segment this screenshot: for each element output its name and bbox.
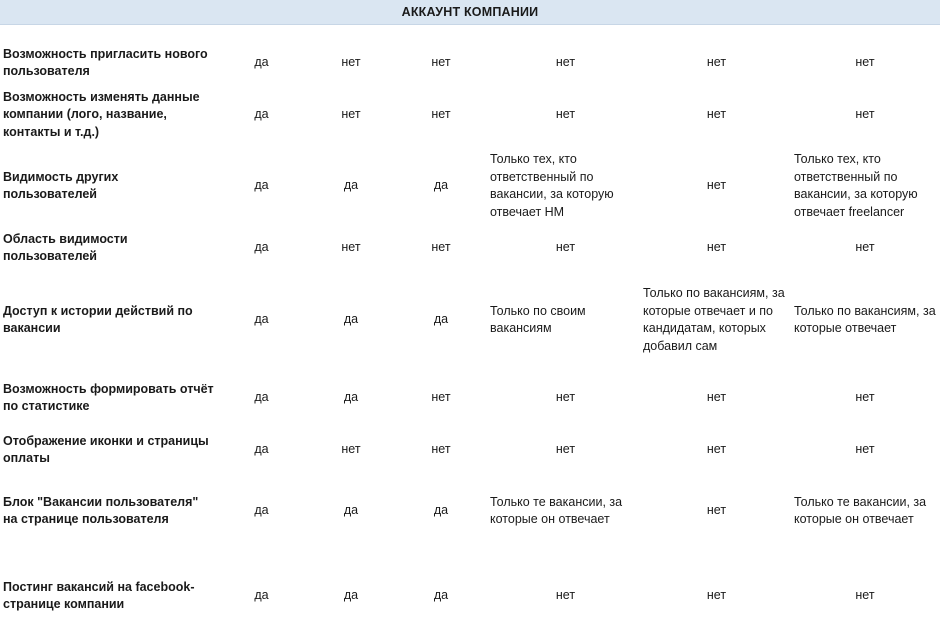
value-cell: да — [254, 107, 269, 122]
value-cell: да — [343, 390, 359, 405]
feature-cell: Доступ к истории действий по вакансии — [3, 303, 193, 335]
value-cell: нет — [855, 55, 875, 70]
value-cell: нет — [855, 390, 875, 405]
value-cell: нет — [341, 442, 361, 457]
value-cell: нет — [706, 240, 727, 255]
value-cell: Только по вакансиям, за которые отвечает и по кандидатам, которых добавил сам — [643, 286, 785, 353]
value-cell: нет — [855, 240, 875, 255]
feature-cell: Видимость других пользователей — [3, 169, 119, 201]
value-cell: да — [254, 390, 269, 405]
value-cell: нет — [341, 55, 361, 70]
table-row — [0, 86, 940, 144]
feature-cell: Постинг вакансий на facebook-странице компании — [3, 579, 195, 611]
value-cell: нет — [706, 588, 727, 603]
table-row — [0, 476, 940, 546]
value-cell: да — [433, 312, 449, 327]
table-row — [0, 268, 940, 372]
value-cell: нет — [706, 178, 727, 193]
value-cell: да — [433, 588, 449, 603]
value-cell: да — [254, 55, 269, 70]
value-cell: нет — [706, 107, 727, 122]
value-cell: Только тех, кто ответственный по вакансии, за которую отвечает freelancer — [794, 152, 918, 219]
section-title: АККАУНТ КОМПАНИИ — [0, 0, 940, 25]
value-cell: нет — [706, 503, 727, 518]
value-cell: да — [343, 588, 359, 603]
value-cell: нет — [431, 442, 451, 457]
value-cell: нет — [555, 107, 576, 122]
value-cell: да — [433, 178, 449, 193]
value-cell: нет — [855, 107, 875, 122]
value-cell: нет — [706, 442, 727, 457]
table-row — [0, 40, 940, 86]
table-row — [0, 424, 940, 476]
value-cell: Только те вакансии, за которые он отвечает — [490, 494, 623, 526]
value-cell: Только те вакансии, за которые он отвечает — [794, 494, 927, 526]
value-cell: да — [254, 178, 269, 193]
table-row — [0, 144, 940, 228]
value-cell: Только по своим вакансиям — [490, 303, 586, 335]
value-cell: нет — [555, 55, 576, 70]
value-cell: нет — [431, 107, 451, 122]
feature-cell: Возможность изменять данные компании (лого, название, контакты и т.д.) — [3, 89, 200, 139]
value-cell: да — [343, 312, 359, 327]
value-cell: да — [433, 503, 449, 518]
value-cell: да — [343, 178, 359, 193]
feature-cell: Отображение иконки и страницы оплаты — [3, 433, 209, 465]
value-cell: нет — [706, 390, 727, 405]
value-cell: нет — [431, 55, 451, 70]
value-cell: нет — [431, 240, 451, 255]
feature-cell: Возможность пригласить нового пользователя — [3, 46, 208, 78]
feature-cell: Возможность формировать отчёт по статистике — [3, 381, 214, 413]
value-cell: да — [343, 503, 359, 518]
table-row — [0, 372, 940, 424]
value-cell: нет — [341, 240, 361, 255]
value-cell: нет — [555, 240, 576, 255]
value-cell: нет — [555, 588, 576, 603]
feature-cell: Блок "Вакансии пользователя" на странице пользователя — [3, 494, 199, 526]
value-cell: нет — [555, 442, 576, 457]
value-cell: нет — [555, 390, 576, 405]
value-cell: да — [254, 503, 269, 518]
feature-cell: Область видимости пользователей — [3, 231, 128, 263]
value-cell: Только по вакансиям, за которые отвечает — [794, 303, 936, 335]
value-cell: нет — [855, 442, 875, 457]
value-cell: да — [254, 240, 269, 255]
value-cell: да — [254, 312, 269, 327]
value-cell: Только тех, кто ответственный по вакансии, за которую отвечает HM — [490, 152, 614, 219]
value-cell: нет — [706, 55, 727, 70]
value-cell: да — [254, 442, 269, 457]
value-cell: нет — [341, 107, 361, 122]
table-row — [0, 546, 940, 620]
table-row — [0, 228, 940, 268]
permissions-table — [0, 40, 940, 620]
value-cell: нет — [855, 588, 875, 603]
value-cell: да — [254, 588, 269, 603]
value-cell: нет — [431, 390, 451, 405]
